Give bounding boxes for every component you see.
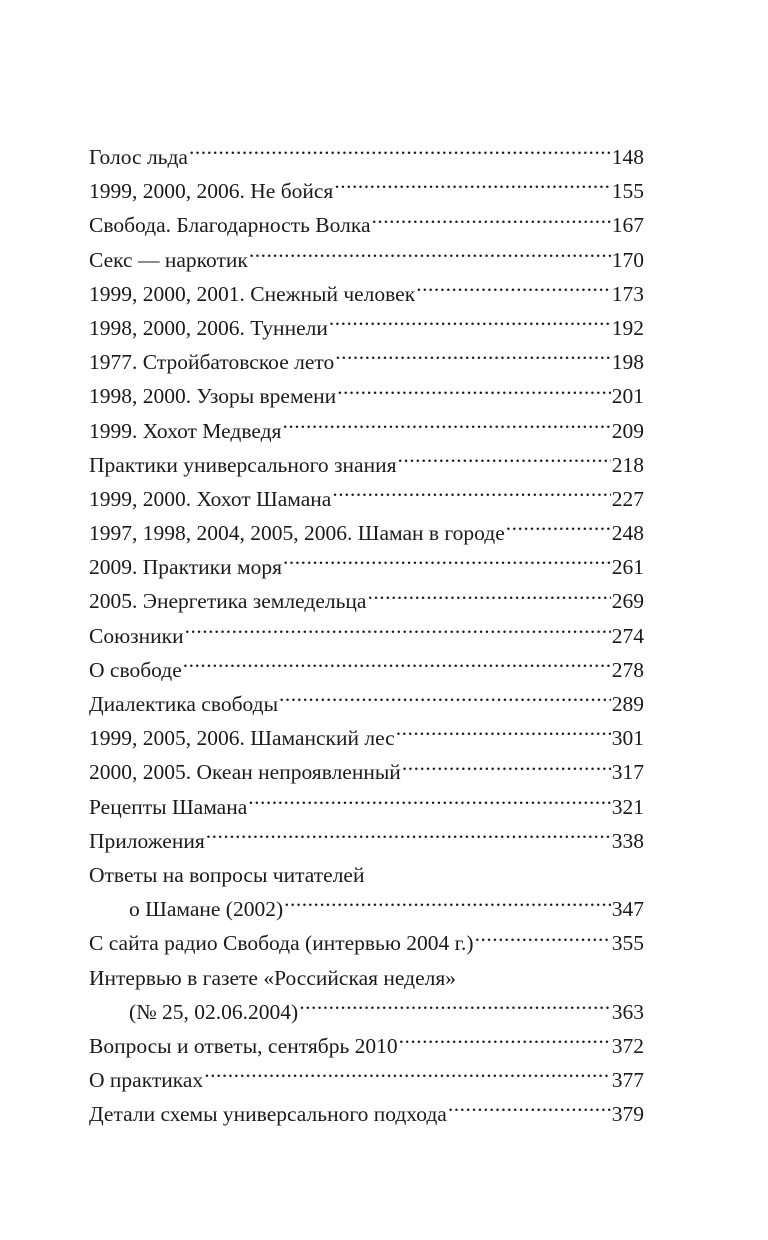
toc-entry [89, 448, 644, 482]
dot-leader [337, 382, 611, 404]
toc-entry-title: Практики универсального знания [89, 452, 397, 477]
toc-entry-page: 278 [611, 657, 644, 682]
toc-entry-title: 2000, 2005. Океан непроявленный [89, 760, 401, 785]
toc-entry [89, 243, 644, 277]
dot-leader [206, 826, 611, 848]
toc-entry-title: Интервью в газете «Российская неделя» [89, 965, 456, 990]
toc-entry [89, 516, 644, 550]
dot-leader [248, 792, 610, 814]
toc-entry-page: 321 [611, 794, 644, 819]
toc-entry-title: Свобода. Благодарность Волка [89, 213, 371, 238]
toc-entry-page: 227 [611, 486, 644, 511]
toc-entry-title: 2005. Энергетика земледельца [89, 589, 367, 614]
toc-entry [89, 414, 644, 448]
toc-entry-title: Секс — наркотик [89, 247, 248, 272]
dot-leader [416, 279, 611, 301]
toc-entry-page: 218 [611, 452, 644, 477]
toc-entry-title: о Шамане (2002) [129, 897, 284, 922]
toc-entry-title: Вопросы и ответы, сентябрь 2010 [89, 1033, 398, 1058]
toc-entry-page: 155 [611, 179, 644, 204]
toc-entry [89, 687, 644, 721]
toc-entry-page: 377 [611, 1068, 644, 1093]
toc-entry-page: 379 [611, 1102, 644, 1127]
toc-entry-page: 248 [611, 521, 644, 546]
toc-entry-page: 170 [611, 247, 644, 272]
dot-leader [475, 929, 611, 951]
toc-entry-title: Детали схемы универсального подхода [89, 1102, 447, 1127]
dot-leader [299, 997, 611, 1019]
toc-entry-heading [89, 858, 644, 892]
toc-entry-title: 1999, 2005, 2006. Шаманский лес [89, 726, 395, 751]
toc-entry [89, 277, 644, 311]
dot-leader [279, 690, 611, 712]
toc-entry [89, 995, 644, 1029]
dot-leader [329, 313, 611, 335]
toc-entry-page: 167 [611, 213, 644, 238]
toc-entry [89, 379, 644, 413]
dot-leader [189, 143, 611, 165]
toc-entry-page: 261 [611, 555, 644, 580]
dot-leader [397, 450, 610, 472]
toc-entry-title: 1998, 2000. Узоры времени [89, 384, 337, 409]
toc-entry [89, 824, 644, 858]
toc-entry [89, 140, 644, 174]
toc-entry-page: 269 [611, 589, 644, 614]
toc-entry [89, 755, 644, 789]
toc-entry [89, 550, 644, 584]
toc-entry [89, 721, 644, 755]
toc-entry-title: С сайта радио Свобода (интервью 2004 г.) [89, 931, 474, 956]
toc-entry [89, 1097, 644, 1131]
toc-entry [89, 584, 644, 618]
toc-entry [89, 926, 644, 960]
toc-entry-title: 1999, 2000, 2001. Снежный человек [89, 281, 416, 306]
toc-entry [89, 482, 644, 516]
dot-leader [183, 655, 611, 677]
toc-entry-page: 363 [611, 999, 644, 1024]
toc-entry-heading [89, 961, 644, 995]
toc-entry-page: 372 [611, 1033, 644, 1058]
toc-entry-title: (№ 25, 02.06.2004) [129, 999, 299, 1024]
toc-entry [89, 619, 644, 653]
table-of-contents [89, 140, 644, 1131]
toc-entry-title: Рецепты Шамана [89, 794, 248, 819]
toc-entry-title: 1998, 2000, 2006. Туннели [89, 315, 328, 340]
toc-entry [89, 790, 644, 824]
toc-entry-title: О свободе [89, 657, 182, 682]
toc-entry [89, 174, 644, 208]
dot-leader [284, 895, 611, 917]
toc-entry-title: Диалектика свободы [89, 692, 279, 716]
toc-entry-page: 338 [611, 828, 644, 853]
dot-leader [185, 621, 611, 643]
toc-entry [89, 208, 644, 242]
dot-leader [282, 416, 610, 438]
toc-entry-page: 209 [611, 418, 644, 443]
toc-entry-page: 289 [611, 692, 644, 716]
toc-entry [89, 1029, 644, 1063]
toc-entry-title: Голос льда [89, 145, 188, 169]
toc-entry-page: 355 [611, 931, 644, 956]
toc-entry-title: О практиках [89, 1068, 204, 1093]
dot-leader [402, 758, 611, 780]
dot-leader [396, 724, 611, 746]
toc-entry-title: Ответы на вопросы читателей [89, 862, 365, 887]
toc-entry-page: 274 [611, 623, 644, 648]
toc-entry-page: 198 [611, 350, 644, 375]
toc-entry-title: 2009. Практики моря [89, 555, 282, 580]
dot-leader [367, 587, 610, 609]
toc-entry-page: 347 [611, 897, 644, 922]
toc-entry-title: 1999. Хохот Медведя [89, 418, 282, 443]
toc-entry [89, 1063, 644, 1097]
toc-entry-page: 201 [611, 384, 644, 409]
toc-entry-title: 1977. Стройбатовское лето [89, 350, 335, 375]
toc-entry-title: Приложения [89, 828, 205, 853]
dot-leader [249, 245, 611, 267]
dot-leader [204, 1066, 611, 1088]
dot-leader [283, 553, 611, 575]
toc-entry-title: 1999, 2000. Хохот Шамана [89, 486, 332, 511]
dot-leader [399, 1031, 611, 1053]
toc-entry-title: 1999, 2000, 2006. Не бойся [89, 179, 334, 204]
toc-entry-page: 301 [611, 726, 644, 751]
toc-entry [89, 892, 644, 926]
toc-entry-page: 173 [611, 281, 644, 306]
toc-entry-title: Союзники [89, 623, 184, 648]
dot-leader [448, 1100, 611, 1122]
toc-entry-page: 317 [611, 760, 644, 785]
toc-entry-title: 1997, 1998, 2004, 2005, 2006. Шаман в городе [89, 521, 505, 546]
toc-entry [89, 653, 644, 687]
dot-leader [332, 484, 610, 506]
toc-entry [89, 311, 644, 345]
dot-leader [335, 348, 611, 370]
toc-entry [89, 345, 644, 379]
toc-entry-page: 192 [611, 315, 644, 340]
dot-leader [371, 211, 610, 233]
dot-leader [334, 177, 610, 199]
toc-entry-page: 148 [611, 145, 644, 169]
dot-leader [506, 519, 611, 541]
